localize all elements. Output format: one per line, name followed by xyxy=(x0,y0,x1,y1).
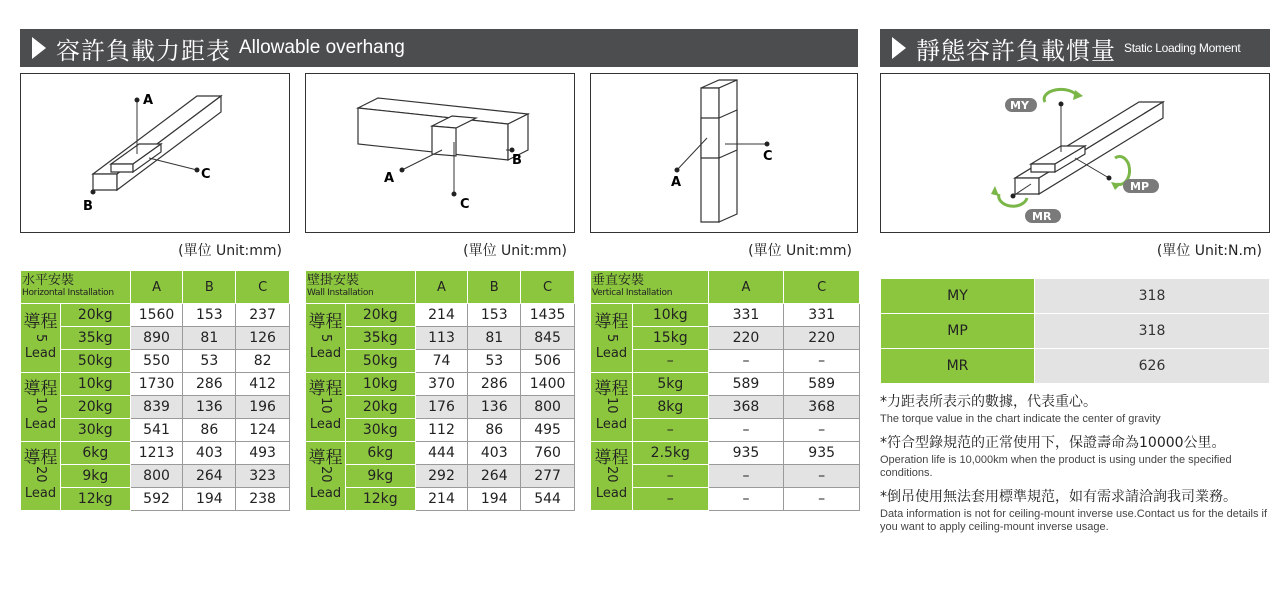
column-header: B xyxy=(468,271,521,304)
value-cell: 368 xyxy=(708,396,784,419)
value-cell: – xyxy=(708,465,784,488)
unit-label-moment: (單位 Unit:N.m) xyxy=(1156,243,1262,259)
table-row xyxy=(306,304,575,327)
load-cell: 35kg xyxy=(60,327,130,350)
lead-group-cell xyxy=(21,304,61,373)
lead-label: 導程 xyxy=(308,378,343,399)
moment-value: 318 xyxy=(1035,279,1270,314)
lead-number: 20 xyxy=(317,465,333,483)
value-cell: 839 xyxy=(130,396,183,419)
table-row xyxy=(21,350,290,373)
lead-word: Lead xyxy=(595,417,628,433)
value-cell: 1730 xyxy=(130,373,183,396)
column-header: C xyxy=(521,271,575,304)
value-cell: 286 xyxy=(183,373,236,396)
lead-number: 10 xyxy=(32,396,48,414)
note-en: The torque value in the chart indicate the center of gravity xyxy=(880,413,1161,425)
label-a: A xyxy=(671,175,682,190)
value-cell: 194 xyxy=(183,488,236,511)
label-c: C xyxy=(201,167,211,182)
load-cell: – xyxy=(632,350,708,373)
load-cell: – xyxy=(632,488,708,511)
table-title-en: Horizontal Installation xyxy=(22,288,114,298)
table-row xyxy=(306,465,575,488)
lead-label: 導程 xyxy=(308,447,343,468)
note-en: Data information is not for ceiling-mount inverse use.Contact us for the details if you want to apply ceiling-mount inverse usage. xyxy=(880,508,1268,533)
table-row xyxy=(21,373,290,396)
value-cell: 126 xyxy=(236,327,290,350)
lead-word: Lead xyxy=(24,417,57,433)
value-cell: 1435 xyxy=(521,304,575,327)
vertical-installation-table xyxy=(590,270,860,511)
lead-word: Lead xyxy=(24,486,57,502)
arrow-icon xyxy=(892,37,906,59)
table-title-cell xyxy=(306,271,416,304)
arrow-icon xyxy=(32,37,46,59)
value-cell: 412 xyxy=(236,373,290,396)
value-cell: 286 xyxy=(468,373,521,396)
load-cell: – xyxy=(632,465,708,488)
value-cell: 544 xyxy=(521,488,575,511)
value-cell: 74 xyxy=(415,350,468,373)
table-row xyxy=(306,419,575,442)
note-zh: *符合型錄規范的正常使用下，保證壽命為10000公里。 xyxy=(880,435,1226,451)
value-cell: 153 xyxy=(183,304,236,327)
header-title-en: Static Loading Moment xyxy=(1124,41,1241,55)
column-header: A xyxy=(130,271,183,304)
table-title-zh: 垂直安裝 xyxy=(592,273,645,288)
value-cell: – xyxy=(708,488,784,511)
wall-installation-table xyxy=(305,270,575,511)
value-cell: 760 xyxy=(521,442,575,465)
load-cell: 50kg xyxy=(345,350,415,373)
table-title-cell xyxy=(21,271,131,304)
value-cell: 194 xyxy=(468,488,521,511)
label-my: MY xyxy=(1010,99,1029,112)
table-row xyxy=(21,327,290,350)
table-row xyxy=(306,488,575,511)
header-title-zh: 容許負載力距表 xyxy=(56,36,231,65)
value-cell: 1400 xyxy=(521,373,575,396)
allowable-overhang-header xyxy=(20,29,858,67)
value-cell: 331 xyxy=(708,304,784,327)
lead-number: 5 xyxy=(603,333,619,342)
lead-label: 導程 xyxy=(23,447,58,468)
load-cell: 9kg xyxy=(60,465,130,488)
lead-word: Lead xyxy=(309,346,342,361)
moment-rail-drawing xyxy=(881,74,1269,232)
value-cell: 176 xyxy=(415,396,468,419)
lead-number: 20 xyxy=(603,465,619,483)
load-cell: 50kg xyxy=(60,350,130,373)
table-row xyxy=(21,442,290,465)
label-a: A xyxy=(384,171,395,186)
table-row xyxy=(591,373,860,396)
value-cell: 86 xyxy=(183,419,236,442)
column-header: C xyxy=(236,271,290,304)
moment-row xyxy=(881,349,1270,384)
table-title-zh: 水平安裝 xyxy=(22,273,75,288)
lead-group-cell xyxy=(306,442,346,511)
static-loading-moment-header xyxy=(880,29,1270,67)
lead-number: 5 xyxy=(32,333,48,342)
horizontal-rail-drawing xyxy=(21,74,289,232)
value-cell: 1560 xyxy=(130,304,183,327)
lead-word: Lead xyxy=(595,486,628,502)
moment-key: MR xyxy=(881,349,1035,384)
value-cell: 800 xyxy=(130,465,183,488)
value-cell: 935 xyxy=(784,442,860,465)
table-row xyxy=(306,373,575,396)
value-cell: 214 xyxy=(415,304,468,327)
static-moment-table xyxy=(880,278,1270,384)
value-cell: 589 xyxy=(708,373,784,396)
value-cell: 403 xyxy=(183,442,236,465)
value-cell: 800 xyxy=(521,396,575,419)
value-cell: 113 xyxy=(415,327,468,350)
value-cell: 53 xyxy=(468,350,521,373)
notes-section xyxy=(880,393,1275,542)
note-en: Operation life is 10,000km when the product is using under the specified conditions. xyxy=(880,454,1232,479)
note-zh: *力距表所表示的數據，代表重心。 xyxy=(880,394,1097,410)
value-cell: 403 xyxy=(468,442,521,465)
value-cell: 214 xyxy=(415,488,468,511)
value-cell: 82 xyxy=(236,350,290,373)
value-cell: 935 xyxy=(708,442,784,465)
lead-word: Lead xyxy=(595,346,628,361)
lead-group-cell xyxy=(306,304,346,373)
value-cell: 331 xyxy=(784,304,860,327)
horizontal-install-diagram xyxy=(20,73,290,233)
value-cell: 493 xyxy=(236,442,290,465)
value-cell: 237 xyxy=(236,304,290,327)
load-cell: 8kg xyxy=(632,396,708,419)
table-row xyxy=(306,396,575,419)
value-cell: 124 xyxy=(236,419,290,442)
value-cell: 81 xyxy=(468,327,521,350)
column-header: A xyxy=(708,271,784,304)
lead-group-cell xyxy=(591,373,633,442)
load-cell: 12kg xyxy=(345,488,415,511)
table-title-zh: 壁掛安裝 xyxy=(307,273,360,288)
moment-value: 318 xyxy=(1035,314,1270,349)
value-cell: 53 xyxy=(183,350,236,373)
value-cell: 136 xyxy=(183,396,236,419)
lead-label: 導程 xyxy=(23,378,58,399)
table-row xyxy=(306,350,575,373)
label-c: C xyxy=(763,149,773,164)
column-header: B xyxy=(183,271,236,304)
load-cell: 2.5kg xyxy=(632,442,708,465)
lead-group-cell xyxy=(591,304,633,373)
lead-label: 導程 xyxy=(594,447,629,468)
lead-word: Lead xyxy=(24,346,57,361)
table-title-en: Wall Installation xyxy=(307,288,374,298)
label-mp: MP xyxy=(1130,180,1150,193)
value-cell: 541 xyxy=(130,419,183,442)
unit-label-horizontal: (單位 Unit:mm) xyxy=(178,243,282,259)
value-cell: 292 xyxy=(415,465,468,488)
load-cell: 20kg xyxy=(345,304,415,327)
value-cell: 153 xyxy=(468,304,521,327)
lead-group-cell xyxy=(21,373,61,442)
moment-key: MY xyxy=(881,279,1035,314)
table-row xyxy=(21,488,290,511)
vertical-rail-drawing xyxy=(591,74,857,232)
lead-group-cell xyxy=(21,442,61,511)
load-cell: 10kg xyxy=(632,304,708,327)
load-cell: 5kg xyxy=(632,373,708,396)
table-row xyxy=(591,442,860,465)
moment-row xyxy=(881,314,1270,349)
moment-key: MP xyxy=(881,314,1035,349)
moment-value: 626 xyxy=(1035,349,1270,384)
column-header: C xyxy=(784,271,860,304)
load-cell: 12kg xyxy=(60,488,130,511)
value-cell: – xyxy=(784,465,860,488)
value-cell: 444 xyxy=(415,442,468,465)
value-cell: 589 xyxy=(784,373,860,396)
load-cell: – xyxy=(632,419,708,442)
value-cell: 264 xyxy=(183,465,236,488)
horizontal-installation-table xyxy=(20,270,290,511)
table-title-en: Vertical Installation xyxy=(592,288,673,298)
lead-number: 5 xyxy=(317,333,333,342)
value-cell: 845 xyxy=(521,327,575,350)
lead-label: 導程 xyxy=(308,312,343,332)
load-cell: 10kg xyxy=(60,373,130,396)
label-b: B xyxy=(512,153,522,168)
load-cell: 20kg xyxy=(345,396,415,419)
value-cell: 238 xyxy=(236,488,290,511)
table-row xyxy=(306,442,575,465)
static-moment-diagram xyxy=(880,73,1270,233)
vertical-install-diagram xyxy=(590,73,858,233)
value-cell: 323 xyxy=(236,465,290,488)
table-row xyxy=(21,465,290,488)
table-row xyxy=(21,304,290,327)
lead-label: 導程 xyxy=(23,312,58,332)
load-cell: 30kg xyxy=(345,419,415,442)
label-b: B xyxy=(83,199,93,214)
load-cell: 15kg xyxy=(632,327,708,350)
wall-rail-drawing xyxy=(306,74,574,232)
value-cell: – xyxy=(708,419,784,442)
value-cell: 506 xyxy=(521,350,575,373)
note-zh: *倒吊使用無法套用標準規范，如有需求請洽詢我司業務。 xyxy=(880,489,1237,505)
header-title-zh: 靜態容許負載慣量 xyxy=(916,36,1116,65)
value-cell: 368 xyxy=(784,396,860,419)
lead-number: 20 xyxy=(32,465,48,483)
value-cell: – xyxy=(784,419,860,442)
load-cell: 35kg xyxy=(345,327,415,350)
unit-label-vertical: (單位 Unit:mm) xyxy=(748,243,852,259)
wall-install-diagram xyxy=(305,73,575,233)
lead-number: 10 xyxy=(317,396,333,414)
value-cell: 86 xyxy=(468,419,521,442)
table-row xyxy=(306,327,575,350)
label-a: A xyxy=(143,93,154,108)
value-cell: 136 xyxy=(468,396,521,419)
load-cell: 20kg xyxy=(60,304,130,327)
my-rotation-arrow xyxy=(1044,89,1077,102)
value-cell: 220 xyxy=(708,327,784,350)
lead-word: Lead xyxy=(309,417,342,433)
load-cell: 6kg xyxy=(60,442,130,465)
lead-word: Lead xyxy=(309,486,342,502)
value-cell: 890 xyxy=(130,327,183,350)
lead-label: 導程 xyxy=(594,312,629,332)
load-cell: 20kg xyxy=(60,396,130,419)
moment-row xyxy=(881,279,1270,314)
load-cell: 30kg xyxy=(60,419,130,442)
value-cell: 592 xyxy=(130,488,183,511)
value-cell: 264 xyxy=(468,465,521,488)
value-cell: – xyxy=(708,350,784,373)
column-header: A xyxy=(415,271,468,304)
label-c: C xyxy=(460,197,470,212)
header-title-en: Allowable overhang xyxy=(239,37,405,58)
value-cell: 81 xyxy=(183,327,236,350)
unit-label-wall: (單位 Unit:mm) xyxy=(463,243,567,259)
table-row xyxy=(21,396,290,419)
value-cell: 196 xyxy=(236,396,290,419)
lead-number: 10 xyxy=(603,396,619,414)
load-cell: 10kg xyxy=(345,373,415,396)
value-cell: – xyxy=(784,350,860,373)
lead-group-cell xyxy=(591,442,633,511)
value-cell: – xyxy=(784,488,860,511)
table-row xyxy=(591,304,860,327)
value-cell: 277 xyxy=(521,465,575,488)
value-cell: 1213 xyxy=(130,442,183,465)
label-mr: MR xyxy=(1032,210,1052,223)
table-title-cell xyxy=(591,271,709,304)
load-cell: 6kg xyxy=(345,442,415,465)
value-cell: 370 xyxy=(415,373,468,396)
value-cell: 495 xyxy=(521,419,575,442)
lead-group-cell xyxy=(306,373,346,442)
value-cell: 112 xyxy=(415,419,468,442)
lead-label: 導程 xyxy=(594,378,629,399)
value-cell: 220 xyxy=(784,327,860,350)
load-cell: 9kg xyxy=(345,465,415,488)
table-row xyxy=(21,419,290,442)
value-cell: 550 xyxy=(130,350,183,373)
